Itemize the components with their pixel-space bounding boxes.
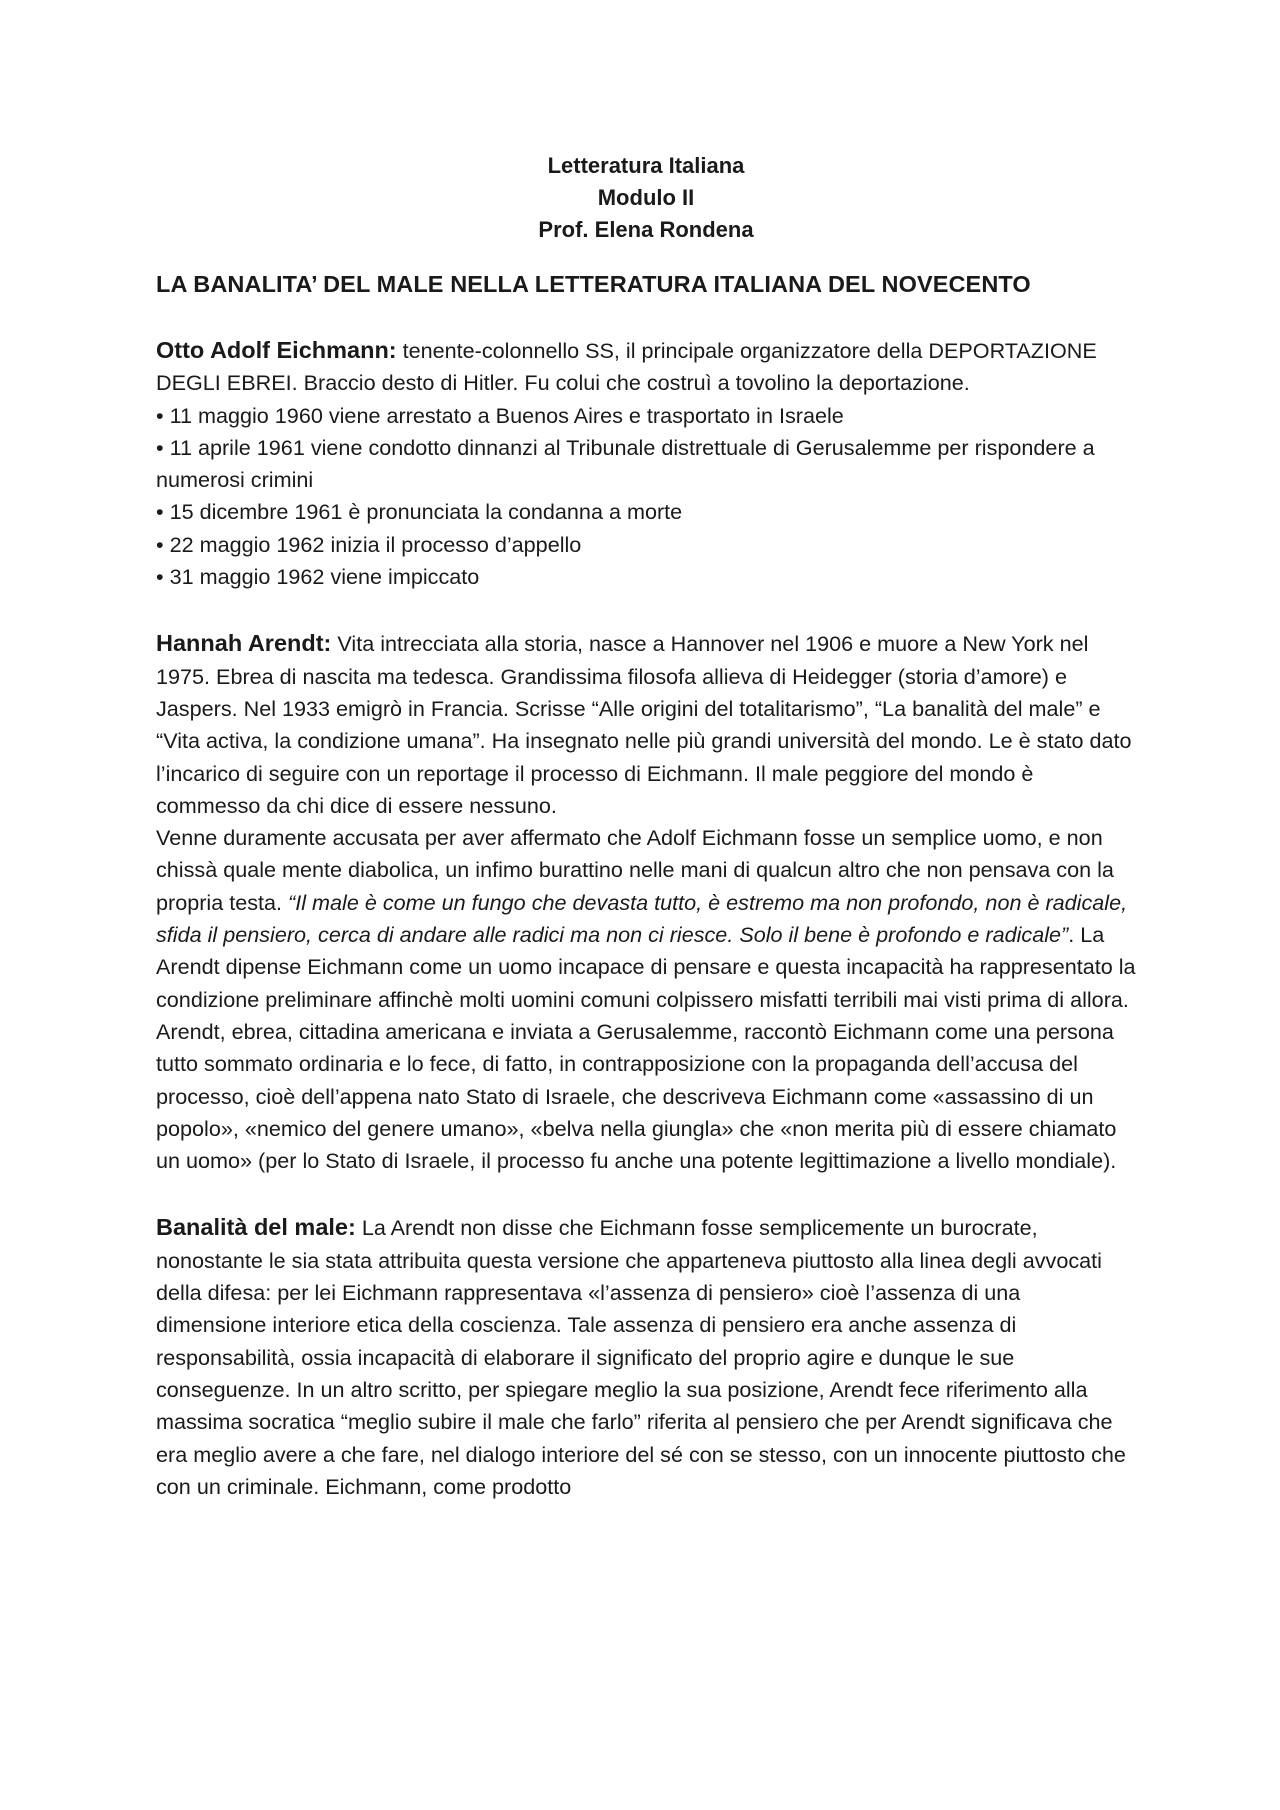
module-label: Modulo II: [597, 185, 695, 210]
section-arendt: [156, 627, 1136, 1177]
arendt-paragraph-3: Arendt, ebrea, cittadina americana e inviata a Gerusalemme, raccontò Eichmann come una persona tutto sommato ordinaria e lo fece, di fatto, in contrapposizione con la propaganda dell’accusa del processo, cioè dell’appena nato Stato di Israele, che descriveva Eichmann come «assassino di un popolo», «nemico del genere umano», «belva nella giungla» che «non merita più di essere chiamato un uomo» (per lo Stato di Israele, il processo fu anche una potente legittimazione a livello mondiale).: [156, 1018, 1117, 1174]
bullet-icon: •: [156, 499, 164, 525]
eichmann-intro-text: tenente-colonnello SS, il principale organizzatore della DEPORTAZIONE DEGLI EBREI. Braccio desto di Hitler. Fu colui che costruì a tovolino la deportazione.: [156, 338, 1097, 396]
professor-name: Prof. Elena Rondena: [538, 217, 754, 242]
bullet-icon: •: [156, 402, 164, 428]
list-item: • 11 aprile 1961 viene condotto dinnanzi al Tribunale distrettuale di Gerusalemme per rispondere a numerosi crimini: [156, 434, 1095, 493]
list-item: • 31 maggio 1962 viene impiccato: [156, 564, 480, 590]
eichmann-intro: [156, 334, 1136, 400]
arendt-paragraph-1: Hannah Arendt: Vita intrecciata alla storia, nasce a Hannover nel 1906 e muore a New York nel 1975. Ebrea di nascita ma tedesca. Grandissima filosofa allieva di Heidegger (storia d’amore) e Jaspers. Nel 1933 emigrò in Francia. Scrisse “Alle origini del totalitarismo”, “La banalità del male” e “Vita activa, la condizione umana”. Ha insegnato nelle più grandi università del mondo. Le è stato dato l’incarico di seguire con un reportage il processo di Eichmann. Il male peggiore del mondo è commesso da chi dice di essere nessuno.: [156, 630, 1132, 818]
eichmann-events-list: [156, 400, 1136, 594]
arendt-quote: “Il male è come un fungo che devasta tutto, è estremo ma non profondo, non è radicale, sfida il pensiero, cerca di andare alle radici ma non ci riesce. Solo il bene è profondo e radicale”: [156, 889, 1128, 948]
bullet-icon: •: [156, 434, 164, 460]
list-item: • 15 dicembre 1961 è pronunciata la condanna a morte: [156, 499, 683, 525]
document-title: LA BANALITA’ DEL MALE NELLA LETTERATURA ITALIANA DEL NOVECENTO: [156, 271, 1031, 297]
document-page: [156, 150, 1136, 1503]
list-item: • 22 maggio 1962 inizia il processo d’appello: [156, 531, 582, 557]
document-header: [156, 150, 1136, 246]
bullet-icon: •: [156, 564, 164, 590]
list-item: • 11 maggio 1960 viene arrestato a Buenos Aires e trasportato in Israele: [156, 402, 844, 428]
section-banalita: [156, 1211, 1136, 1503]
banalita-paragraph: Banalità del male: La Arendt non disse che Eichmann fosse semplicemente un burocrate, nonostante le sia stata attribuita questa versione che apparteneva piuttosto alla linea degli avvocati della difesa: per lei Eichmann rappresentava «l’assenza di pensiero» cioè l’assenza di una dimensione interiore etica della coscienza. Tale assenza di pensiero era anche assenza di responsabilità, ossia incapacità di elaborare il significato del proprio agire e dunque le sue conseguenze. In un altro scritto, per spiegare meglio la sua posizione, Arendt fece riferimento alla massima socratica “meglio subire il male che farlo” riferita al pensiero che per Arendt significava che era meglio avere a che fare, nel dialogo interiore del sé con se stesso, con un innocente piuttosto che con un criminale. Eichmann, come prodotto: [156, 1214, 1126, 1499]
arendt-label: Hannah Arendt:: [156, 630, 332, 657]
bullet-icon: •: [156, 531, 164, 557]
banalita-label: Banalità del male:: [156, 1214, 356, 1241]
arendt-paragraph-2: Venne duramente accusata per aver affermato che Adolf Eichmann fosse un semplice uomo, e non chissà quale mente diabolica, un infimo burattino nelle mani di qualcun altro che non pensava con la propria testa. “Il male è come un fungo che devasta tutto, è estremo ma non profondo, non è radicale, sfida il pensiero, cerca di andare alle radici ma non ci riesce. Solo il bene è profondo e radicale”. La Arendt dipense Eichmann come un uomo incapace di pensare e questa incapacità ha rappresentato la condizione preliminare affinchè molti uomini comuni colpissero misfatti terribili mai visti prima di allora.: [156, 825, 1136, 1012]
course-title: Letteratura Italiana: [547, 153, 745, 178]
section-eichmann: [156, 334, 1136, 593]
eichmann-label: Otto Adolf Eichmann:: [156, 337, 397, 363]
